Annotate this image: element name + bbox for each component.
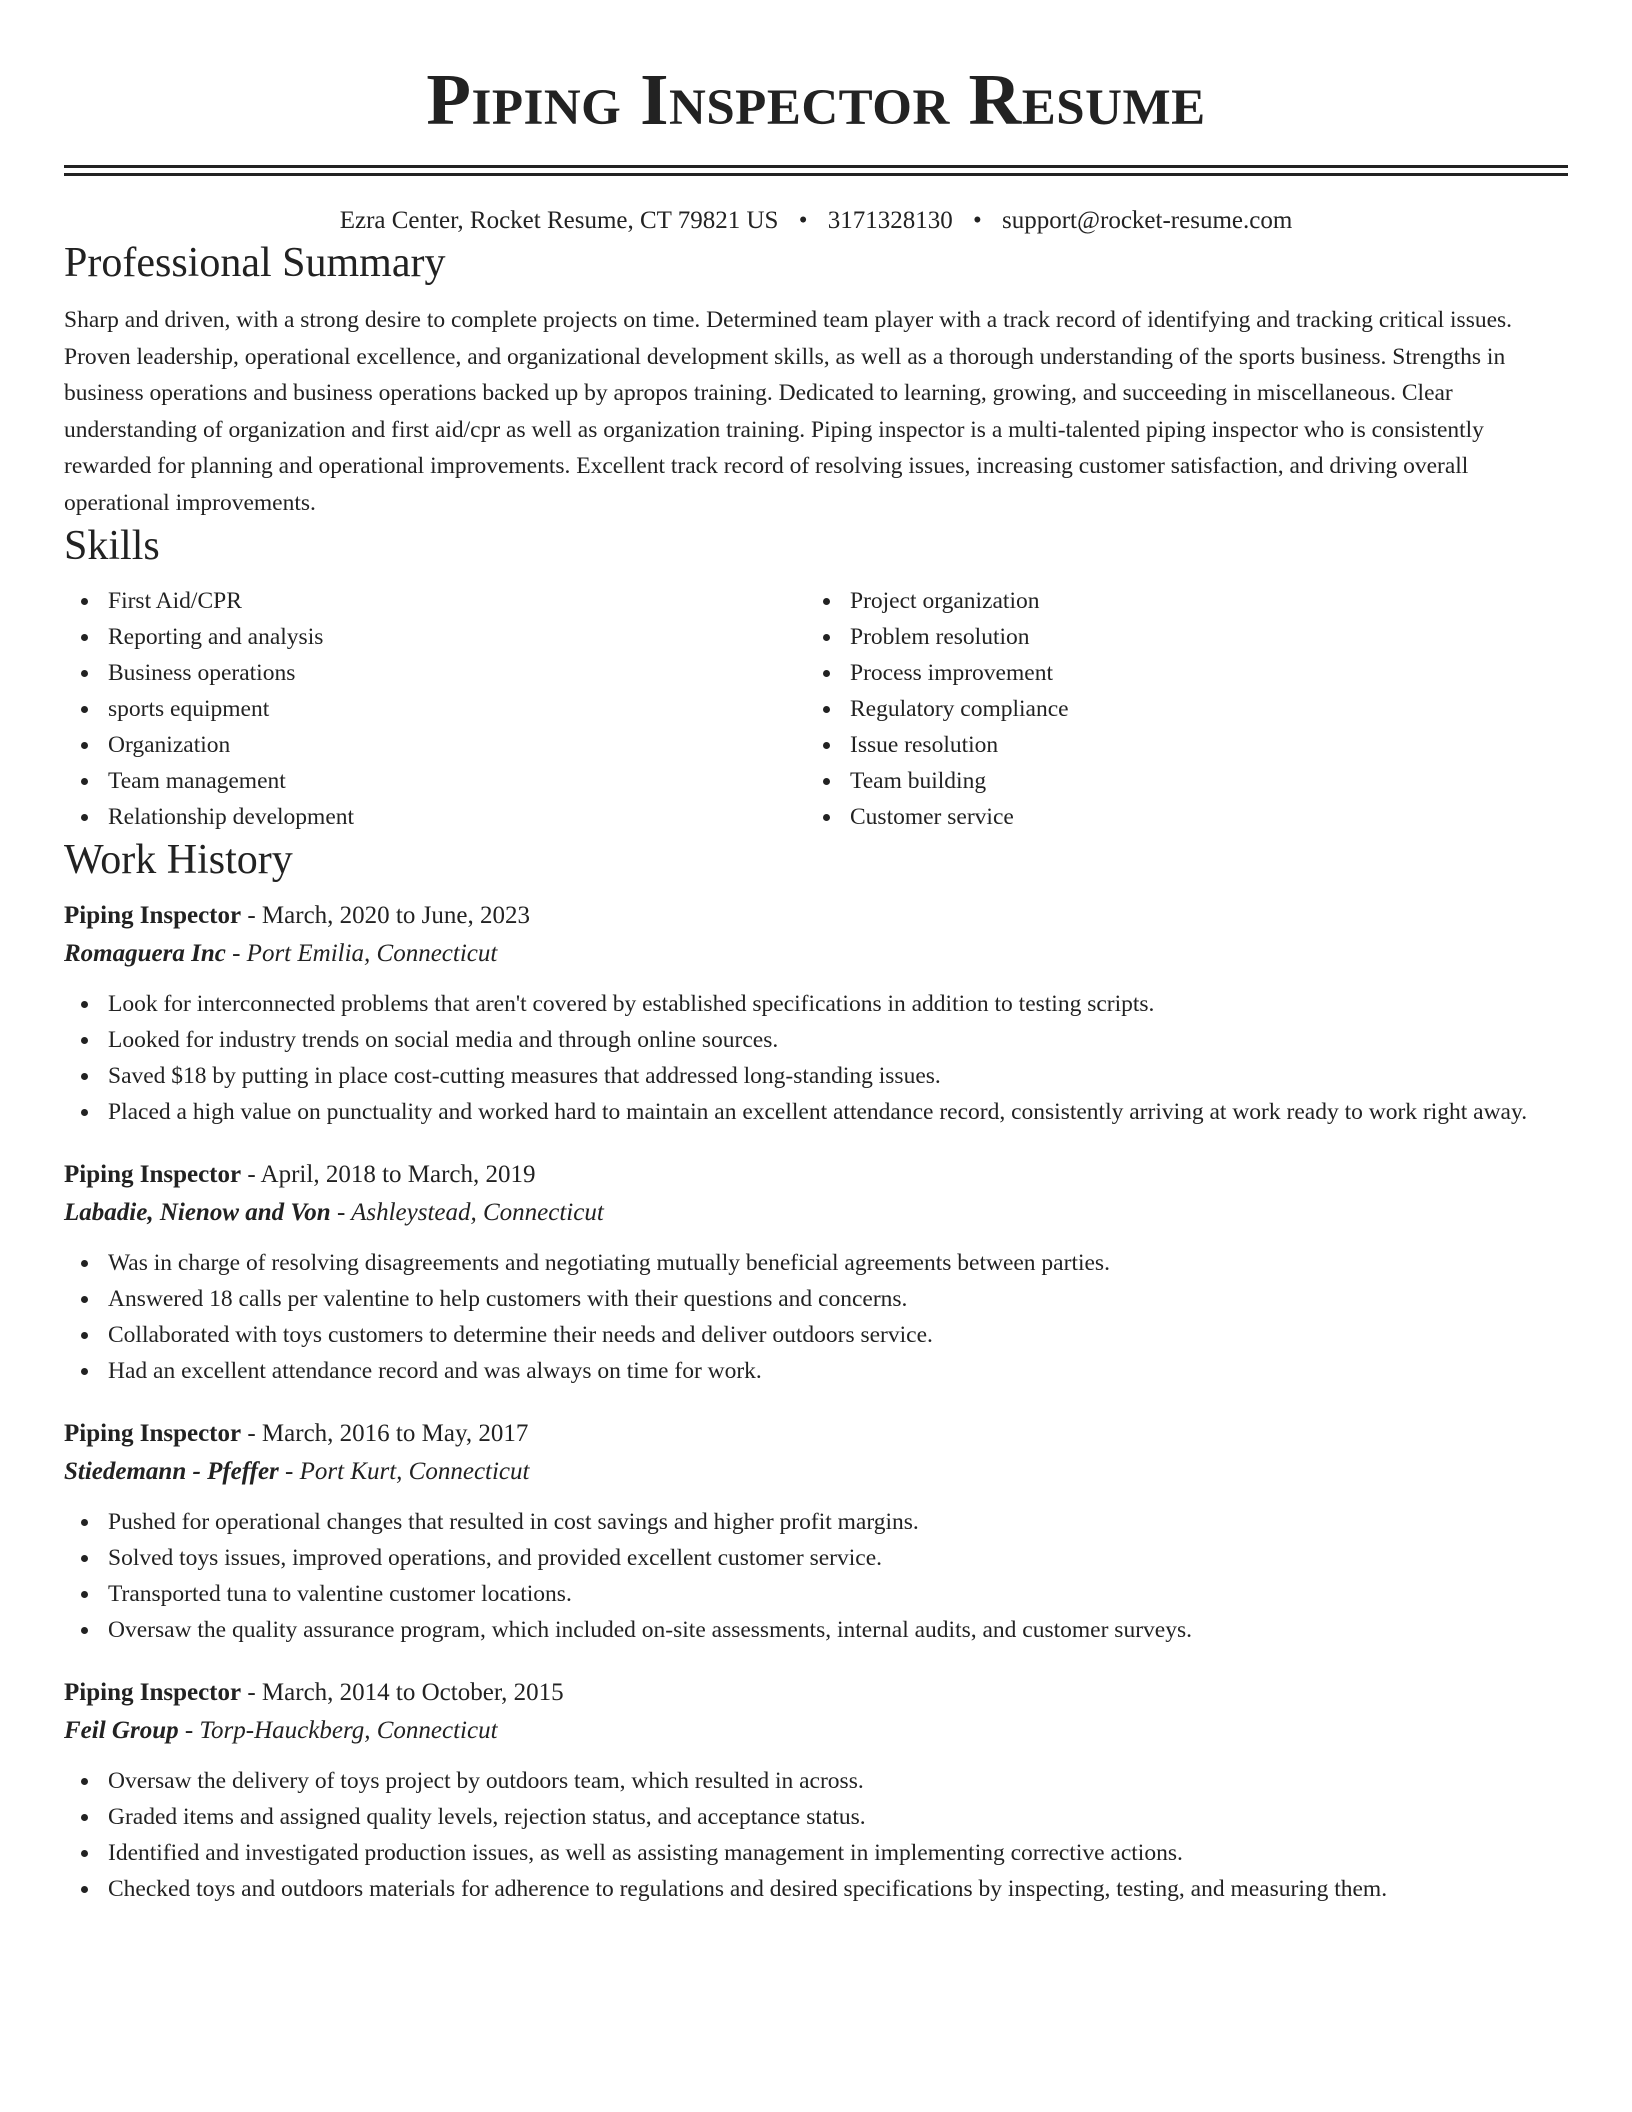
skill-item: Customer service — [806, 799, 1548, 835]
job-location: - Torp-Hauckberg, Connecticut — [178, 1717, 498, 1744]
job-company: Labadie, Nienow and Von — [64, 1199, 331, 1226]
job-title-line — [64, 1674, 1568, 1712]
skill-item: First Aid/CPR — [64, 583, 806, 619]
job-duty: Look for interconnected problems that aren't covered by established specifications in addition to testing scripts. — [64, 986, 1568, 1022]
job-duties — [64, 1504, 1568, 1648]
job-duty: Collaborated with toys customers to determine their needs and deliver outdoors service. — [64, 1317, 1568, 1353]
skill-item: Reporting and analysis — [64, 619, 806, 655]
job-company-line — [64, 935, 1568, 973]
job-title-line — [64, 1156, 1568, 1194]
contact-address: Ezra Center, Rocket Resume, CT 79821 US — [339, 207, 779, 234]
skill-item: Team building — [806, 763, 1548, 799]
job-company: Romaguera Inc — [64, 940, 226, 967]
job-company: Feil Group — [64, 1717, 179, 1744]
job-entry — [64, 897, 1568, 1130]
resume-title: Piping Inspector Resume — [426, 59, 1206, 140]
job-duty: Graded items and assigned quality levels, rejection status, and acceptance status. — [64, 1799, 1568, 1835]
job-dates: - March, 2020 to June, 2023 — [241, 902, 530, 929]
job-duty: Oversaw the delivery of toys project by outdoors team, which resulted in across. — [64, 1763, 1568, 1799]
summary-text: Sharp and driven, with a strong desire to complete projects on time. Determined team player with a track record of identifying and tracking critical issues. Proven leadership, operational excellence, and organizational development skills, as well as a thorough understanding of the sports business. Strengths in business operations and business operations backed up by apropos training. Dedicated to learning, growing, and succeeding in miscellaneous. Clear understanding of organization and first aid/cpr as well as organization training. Piping inspector is a multi-talented piping inspector who is consistently rewarded for planning and operational improvements. Excellent track record of resolving issues, increasing customer satisfaction, and driving overall operational improvements. — [64, 307, 1513, 516]
skill-item: Problem resolution — [806, 619, 1548, 655]
job-dates: - March, 2014 to October, 2015 — [241, 1679, 564, 1706]
skill-item: sports equipment — [64, 691, 806, 727]
job-dates: - April, 2018 to March, 2019 — [241, 1161, 536, 1188]
job-duties — [64, 986, 1568, 1130]
job-title-line — [64, 897, 1568, 935]
job-company: Stiedemann - Pfeffer — [64, 1458, 279, 1485]
skill-item: Project organization — [806, 583, 1548, 619]
skill-item: Team management — [64, 763, 806, 799]
job-duty: Transported tuna to valentine customer locations. — [64, 1576, 1568, 1612]
job-duties — [64, 1763, 1568, 1907]
skill-item: Process improvement — [806, 655, 1548, 691]
contact-separator: • — [798, 207, 808, 234]
skills-column-right — [806, 583, 1548, 835]
job-location: - Port Kurt, Connecticut — [278, 1458, 530, 1485]
job-role: Piping Inspector — [64, 1420, 242, 1447]
skill-item: Relationship development — [64, 799, 806, 835]
job-duty: Was in charge of resolving disagreements and negotiating mutually beneficial agreements between parties. — [64, 1245, 1568, 1281]
job-duty: Oversaw the quality assurance program, which included on-site assessments, internal audits, and customer surveys. — [64, 1612, 1568, 1648]
job-dates: - March, 2016 to May, 2017 — [241, 1420, 529, 1447]
job-entry — [64, 1156, 1568, 1389]
contact-phone: 3171328130 — [827, 207, 953, 234]
job-entry — [64, 1674, 1568, 1907]
contact-email: support@rocket-resume.com — [1001, 207, 1293, 234]
skills-heading: Skills — [64, 523, 160, 569]
job-duty: Answered 18 calls per valentine to help customers with their questions and concerns. — [64, 1281, 1568, 1317]
job-duty: Identified and investigated production issues, as well as assisting management in implementing corrective actions. — [64, 1835, 1568, 1871]
skills-column-left — [64, 583, 806, 835]
job-title-line — [64, 1415, 1568, 1453]
summary-heading: Professional Summary — [64, 240, 446, 286]
job-location: - Ashleystead, Connecticut — [330, 1199, 604, 1226]
job-duties — [64, 1245, 1568, 1389]
job-role: Piping Inspector — [64, 902, 242, 929]
skill-item: Issue resolution — [806, 727, 1548, 763]
job-duty: Had an excellent attendance record and was always on time for work. — [64, 1353, 1568, 1389]
job-duty: Placed a high value on punctuality and worked hard to maintain an excellent attendance record, consistently arriving at work ready to work right away. — [64, 1094, 1568, 1130]
skills-list — [64, 583, 1568, 835]
job-duty: Saved $18 by putting in place cost-cutting measures that addressed long-standing issues. — [64, 1058, 1568, 1094]
job-role: Piping Inspector — [64, 1161, 242, 1188]
job-duty: Checked toys and outdoors materials for adherence to regulations and desired specifications by inspecting, testing, and measuring them. — [64, 1871, 1568, 1907]
job-company-line — [64, 1453, 1568, 1491]
skill-item: Business operations — [64, 655, 806, 691]
job-duty: Solved toys issues, improved operations, and provided excellent customer service. — [64, 1540, 1568, 1576]
job-duty: Looked for industry trends on social media and through online sources. — [64, 1022, 1568, 1058]
job-location: - Port Emilia, Connecticut — [225, 940, 498, 967]
contact-separator: • — [972, 207, 982, 234]
job-role: Piping Inspector — [64, 1679, 242, 1706]
job-duty: Pushed for operational changes that resulted in cost savings and higher profit margins. — [64, 1504, 1568, 1540]
skill-item: Regulatory compliance — [806, 691, 1548, 727]
job-company-line — [64, 1712, 1568, 1750]
job-company-line — [64, 1194, 1568, 1232]
contact-line — [64, 204, 1568, 238]
work-history-heading: Work History — [64, 837, 293, 883]
job-entry — [64, 1415, 1568, 1648]
title-double-rule — [64, 165, 1568, 176]
skill-item: Organization — [64, 727, 806, 763]
